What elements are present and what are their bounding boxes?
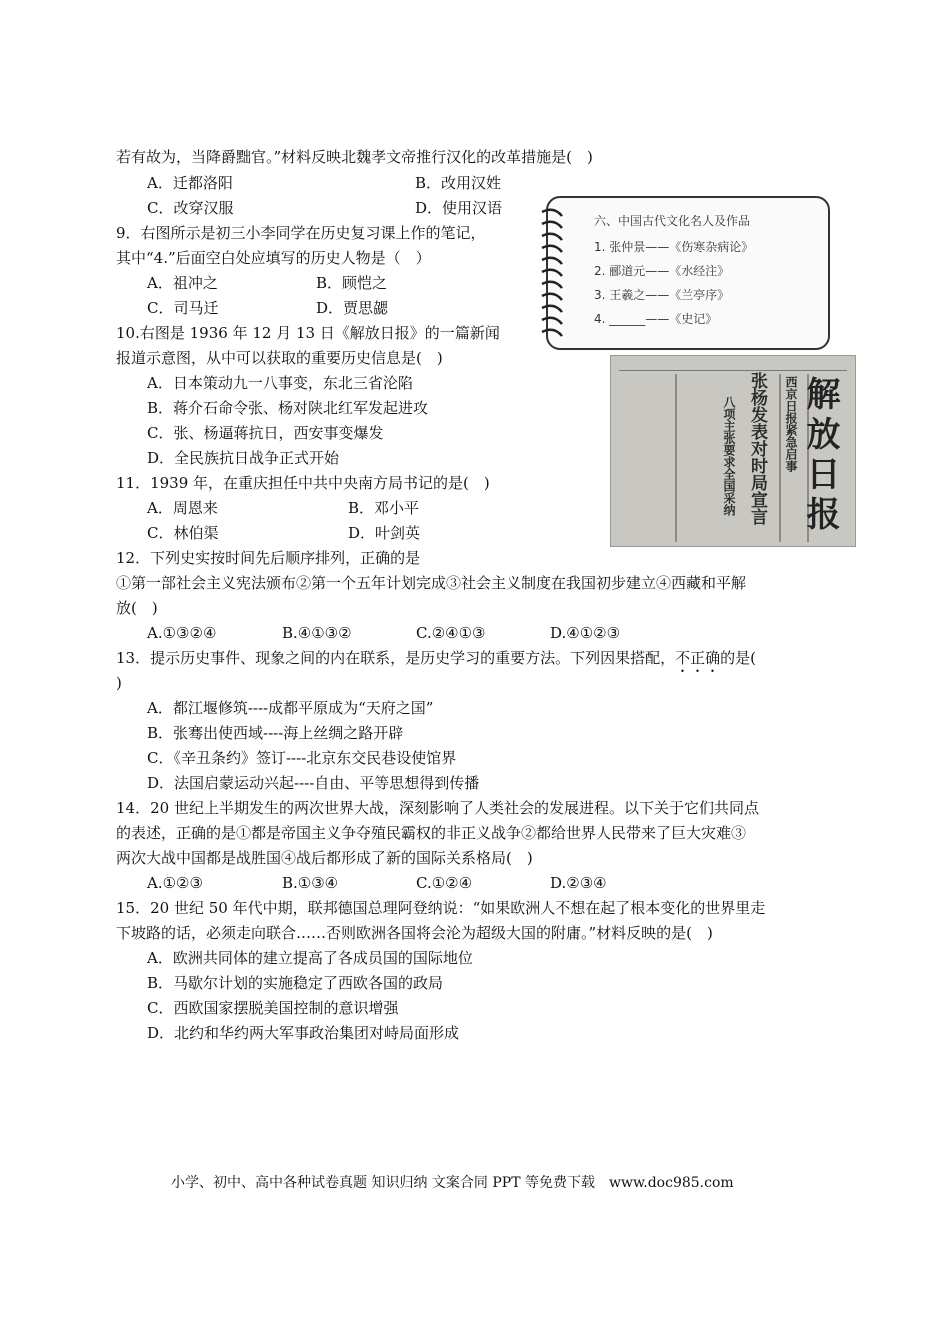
q12-option-a: A.①③②④ — [147, 624, 217, 642]
page-footer: 小学、初中、高中各种试卷真题 知识归纳 文案合同 PPT 等免费下载 www.doc985.com — [171, 1175, 734, 1191]
q15-option-a: A．欧洲共同体的建立提高了各成员国的国际地位 — [147, 949, 473, 967]
notebook-item-3: 3. 王羲之——《兰亭序》 — [594, 288, 730, 302]
q10-option-a: A．日本策动九一八事变，东北三省沦陷 — [147, 374, 413, 392]
q13-option-d: D．法国启蒙运动兴起----自由、平等思想得到传播 — [147, 774, 480, 792]
newspaper-masthead: 解放日报 — [800, 376, 840, 536]
question-14-stem: 14．20 世纪上半期发生的两次世界大战，深刻影响了人类社会的发展进程。以下关于它们共同点 — [116, 799, 759, 817]
question-11-stem: 11．1939 年，在重庆担任中共中央南方局书记的是( ) — [116, 474, 490, 492]
question-13-stem — [116, 648, 756, 676]
notebook-title: 六、中国古代文化名人及作品 — [594, 214, 751, 228]
q11-option-d: D．叶剑英 — [348, 524, 421, 542]
newspaper-headline: 张杨发表对时局宣言 — [747, 372, 767, 525]
newspaper-header-rule — [619, 360, 847, 371]
question-14-stem-2: 的表述，正确的是①都是帝国主义争夺殖民霸权的非正义战争②都给世界人民带来了巨大灾难③ — [116, 824, 747, 842]
q9-option-d: D．贾思勰 — [316, 299, 389, 317]
q10-option-b: B．蒋介石命令张、杨对陕北红军发起进攻 — [147, 399, 429, 417]
q14-option-a: A.①②③ — [147, 874, 203, 892]
question-9-stem: 9．右图所示是初三小李同学在历史复习课上作的笔记， — [116, 224, 486, 242]
q15-option-b: B．马歇尔计划的实施稳定了西欧各国的政局 — [147, 974, 444, 992]
q8-option-c: C．改穿汉服 — [147, 199, 234, 217]
question-12-stem: 12．下列史实按时间先后顺序排列，正确的是 — [116, 549, 421, 567]
question-10-stem-2: 报道示意图，从中可以获取的重要历史信息是( ) — [116, 349, 443, 367]
q13-stem-tail: 的是( — [720, 649, 756, 667]
q13-emphasis: 不正确 — [675, 649, 721, 667]
notebook-figure — [546, 196, 830, 350]
notebook-item-2: 2. 郦道元——《水经注》 — [594, 264, 730, 278]
question-8-stem-end: 若有故为，当降爵黜官。”材料反映北魏孝文帝推行汉化的改革措施是( ) — [116, 148, 593, 166]
notebook-item-4: 4. ______——《史记》 — [594, 312, 718, 326]
q9-option-a: A．祖冲之 — [147, 274, 218, 292]
q11-option-b: B．邓小平 — [348, 499, 420, 517]
q10-option-c: C．张、杨逼蒋抗日，西安事变爆发 — [147, 424, 384, 442]
newspaper-column-rule — [779, 374, 781, 542]
q13-option-c: C．《辛丑条约》签订----北京东交民巷设使馆界 — [147, 749, 457, 767]
q12-option-d: D.④①②③ — [550, 624, 621, 642]
newspaper-photo — [610, 355, 856, 547]
q9-option-c: C．司马迁 — [147, 299, 219, 317]
q11-option-c: C．林伯渠 — [147, 524, 219, 542]
newspaper-notice: 西京日报紧急启事 — [784, 376, 798, 472]
notebook-item-1: 1. 张仲景——《伤寒杂病论》 — [594, 240, 754, 254]
q13-option-b: B．张骞出使西域----海上丝绸之路开辟 — [147, 724, 404, 742]
question-12-events-2: 放( ) — [116, 599, 158, 617]
q12-option-b: B.④①③② — [282, 624, 352, 642]
q13-option-a: A．都江堰修筑----成都平原成为“天府之国” — [147, 699, 434, 717]
question-15-stem: 15．20 世纪 50 年代中期，联邦德国总理阿登纳说：“如果欧洲人不想在起了根本变化的世界里走 — [116, 899, 766, 917]
q15-option-c: C．西欧国家摆脱美国控制的意识增强 — [147, 999, 399, 1017]
spiral-rings-icon — [540, 204, 566, 344]
question-13-stem-2: ) — [116, 674, 122, 692]
q11-option-a: A．周恩来 — [147, 499, 218, 517]
question-10-stem: 10.右图是 1936 年 12 月 13 日《解放日报》的一篇新闻 — [116, 324, 500, 342]
question-9-stem-2: 其中“4.”后面空白处应填写的历史人物是（ ） — [116, 249, 431, 267]
question-12-events: ①第一部社会主义宪法颁布②第一个五年计划完成③社会主义制度在我国初步建立④西藏和平解 — [116, 574, 747, 592]
question-15-stem-2: 下坡路的话，必须走向联合……否则欧洲各国将会沦为超级大国的附庸。”材料反映的是( ) — [116, 924, 713, 942]
q14-option-b: B.①③④ — [282, 874, 339, 892]
q14-option-c: C.①②④ — [416, 874, 473, 892]
q10-option-d: D．全民族抗日战争正式开始 — [147, 449, 340, 467]
q9-option-b: B．顾恺之 — [316, 274, 388, 292]
newspaper-column-rule — [675, 374, 677, 542]
q12-option-c: C.②④①③ — [416, 624, 486, 642]
q15-option-d: D．北约和华约两大军事政治集团对峙局面形成 — [147, 1024, 460, 1042]
q8-option-a: A．迁都洛阳 — [147, 174, 233, 192]
question-14-stem-3: 两次大战中国都是战胜国④战后都形成了新的国际关系格局( ) — [116, 849, 533, 867]
q14-option-d: D.②③④ — [550, 874, 607, 892]
newspaper-subhead: 八项主张要求全国采纳 — [722, 396, 736, 516]
q8-option-d: D．使用汉语 — [415, 199, 503, 217]
q8-option-b: B．改用汉姓 — [415, 174, 502, 192]
q13-stem-text: 13．提示历史事件、现象之间的内在联系，是历史学习的重要方法。下列因果搭配， — [116, 649, 676, 667]
